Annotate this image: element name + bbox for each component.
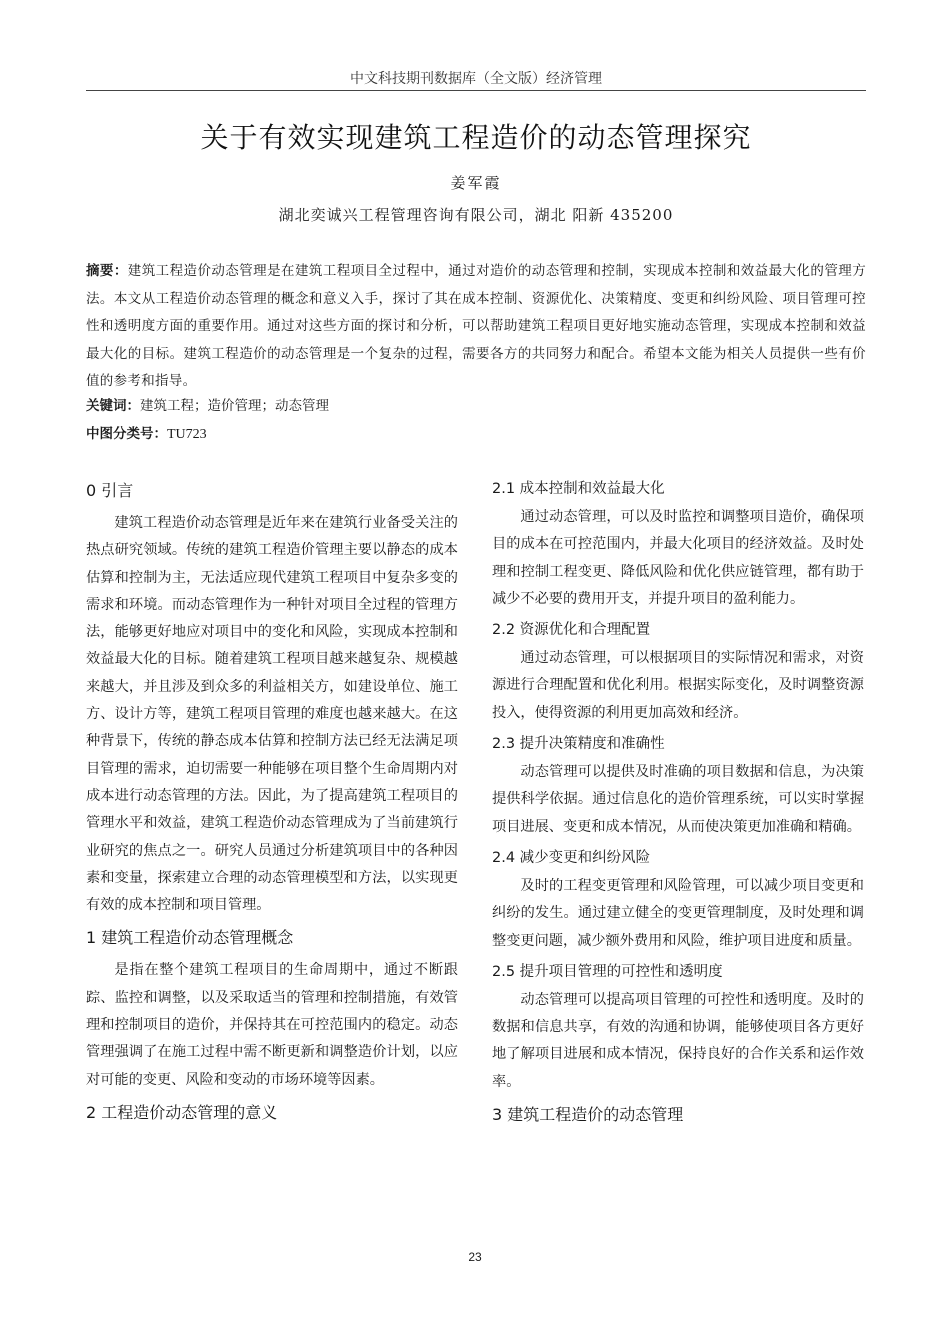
subsection-heading-2-1: 2.1 成本控制和效益最大化	[492, 481, 665, 497]
abstract-label: 摘要：	[86, 263, 128, 279]
right-column	[492, 476, 864, 1136]
subsection-paragraph-2-5: 动态管理可以提高项目管理的可控性和透明度。及时的数据和信息共享，有效的沟通和协调，能够使项目各方更好地了解项目进展和成本情况，保持良好的合作关系和运作效率。	[492, 991, 864, 1090]
section-heading-concept: 1 建筑工程造价动态管理概念	[86, 928, 294, 948]
clc-label: 中图分类号：	[86, 426, 167, 442]
subsection-paragraph-2-4: 及时的工程变更管理和风险管理，可以减少项目变更和纠纷的发生。通过建立健全的变更管理制度，及时处理和调整变更问题，减少额外费用和风险，维护项目进度和质量。	[492, 877, 864, 949]
subsection-paragraph-2-3: 动态管理可以提供及时准确的项目数据和信息，为决策提供科学依据。通过信息化的造价管理系统，可以实时掌握项目进展、变更和成本情况，从而使决策更加准确和精确。	[492, 764, 864, 835]
page-number: 23	[468, 1250, 482, 1264]
subsection-heading-2-5: 2.5 提升项目管理的可控性和透明度	[492, 963, 723, 980]
keywords-text: 建筑工程；造价管理；动态管理	[140, 398, 329, 414]
left-column	[86, 476, 458, 1132]
journal-running-head: 中文科技期刊数据库（全文版）经济管理	[350, 72, 602, 87]
introduction-paragraph: 建筑工程造价动态管理是近年来在建筑行业备受关注的热点研究领域。传统的建筑工程造价管理主要以静态的成本估算和控制为主，无法适应现代建筑工程项目中复杂多变的需求和环境。而动态管理作为一种针对项目全过程的管理方法，能够更好地应对项目中的变化和风险，实现成本控制和效益最大化的目标。随着建筑工程项目越来越复杂、规模越来越大，并且涉及到众多的利益相关方，如建设单位、施工方、设计方等，建筑工程项目管理的难度也越来越大。在这种背景下，传统的静态成本估算和控制方法已经无法满足项目管理的需求，迫切需要一种能够在项目整个生命周期内对成本进行动态管理的方法。因此，为了提高建筑工程项目的管理水平和效益，建筑工程造价动态管理成为了当前建筑行业研究的焦点之一。研究人员通过分析建筑项目中的各种因素和变量，探索建立合理的动态管理模型和方法，以实现更有效的成本控制和项目管理。	[86, 515, 458, 914]
subsection-heading-2-3: 2.3 提升决策精度和准确性	[492, 736, 665, 753]
keywords-label: 关键词：	[86, 398, 140, 414]
subsection-heading-2-2: 2.2 资源优化和合理配置	[492, 622, 651, 639]
subsection-paragraph-2-2: 通过动态管理，可以根据项目的实际情况和需求，对资源进行合理配置和优化利用。根据实际变化，及时调整资源投入，使得资源的利用更加高效和经济。	[492, 650, 864, 721]
header-divider	[86, 90, 866, 91]
subsection-paragraph-2-1: 通过动态管理，可以及时监控和调整项目造价，确保项目的成本在可控范围内，并最大化项目的经济效益。及时处理和控制工程变更、降低风险和优化供应链管理，都有助于减少不必要的费用开支，并提升项目的盈利能力。	[492, 509, 864, 607]
clc-value: TU723	[167, 427, 207, 442]
abstract-text: 建筑工程造价动态管理是在建筑工程项目全过程中，通过对造价的动态管理和控制，实现成本控制和效益最大化的管理方法。本文从工程造价动态管理的概念和意义入手，探讨了其在成本控制、资源优化、决策精度、变更和纠纷风险、项目管理可控性和透明度方面的重要作用。通过对这些方面的探讨和分析，可以帮助建筑工程项目更好地实施动态管理，实现成本控制和效益最大化的目标。建筑工程造价的动态管理是一个复杂的过程，需要各方的共同努力和配合。希望本文能为相关人员提供一些有价值的参考和指导。	[86, 263, 866, 389]
abstract	[86, 258, 866, 396]
subsection-heading-2-4: 2.4 减少变更和纠纷风险	[492, 849, 651, 866]
section-heading-introduction: 0 引言	[86, 481, 134, 500]
article-title: 关于有效实现建筑工程造价的动态管理探究	[200, 121, 752, 154]
classification-number	[86, 422, 866, 447]
article-affiliation: 湖北奕诚兴工程管理咨询有限公司，湖北 阳新 435200	[278, 206, 674, 224]
section-heading-dynamic-management: 3 建筑工程造价的动态管理	[492, 1105, 684, 1125]
concept-paragraph: 是指在整个建筑工程项目的生命周期中，通过不断跟踪、监控和调整，以及采取适当的管理和控制措施，有效管理和控制项目的造价，并保持其在可控范围内的稳定。动态管理强调了在施工过程中需不断更新和调整造价计划，以应对可能的变更、风险和变动的市场环境等因素。	[86, 962, 458, 1088]
article-author: 姜军霞	[450, 174, 502, 192]
section-heading-significance: 2 工程造价动态管理的意义	[86, 1102, 278, 1122]
keywords	[86, 394, 866, 418]
